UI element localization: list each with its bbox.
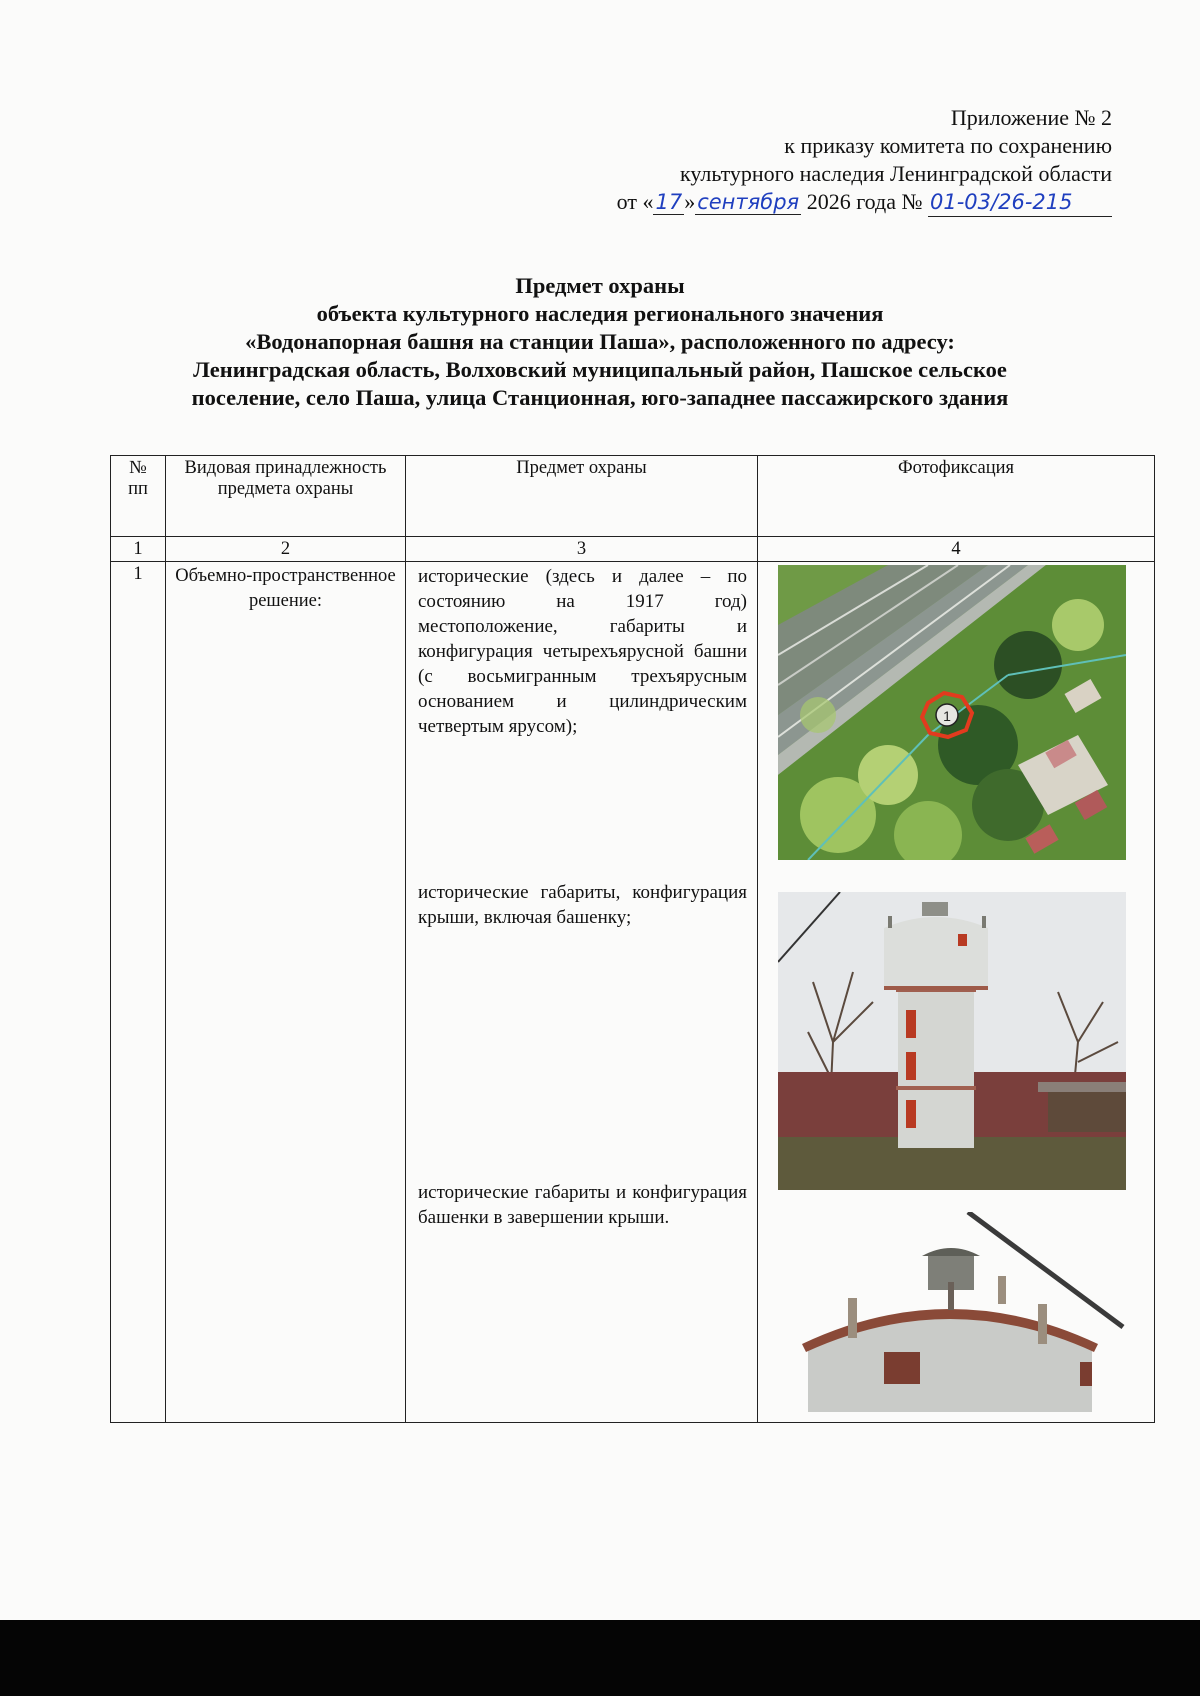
date-year: 2026 года № xyxy=(801,189,928,214)
tower-photo xyxy=(778,892,1126,1190)
tower-marker-label: 1 xyxy=(943,708,951,724)
turret-photo xyxy=(778,1212,1126,1412)
date-mid: » xyxy=(684,189,696,214)
column-number-row xyxy=(111,537,1155,562)
document-title xyxy=(40,272,1160,412)
appendix-label: Приложение № 2 xyxy=(950,105,1112,130)
row-type: Объемно-пространственное решение: xyxy=(166,562,406,1423)
column-number: 3 xyxy=(406,537,758,562)
table-header-row xyxy=(111,456,1155,537)
subject-item-roof: исторические габариты, конфигурация крыши, включая башенку; xyxy=(418,882,747,928)
row-photo-cell xyxy=(758,562,1155,1423)
order-reference-line: к приказу комитета по сохранению xyxy=(784,133,1112,158)
header-photo: Фотофиксация xyxy=(758,456,1155,537)
scan-bottom-border xyxy=(0,1620,1200,1696)
title-line-2: объекта культурного наследия регионального значения xyxy=(316,301,884,326)
title-line-3: «Водонапорная башня на станции Паша», расположенного по адресу: xyxy=(245,329,955,354)
column-number: 4 xyxy=(758,537,1155,562)
date-prefix: от « xyxy=(616,189,654,214)
aerial-photo xyxy=(778,565,1126,860)
header-type: Видовая принадлежность предмета охраны xyxy=(166,456,406,537)
protection-subject-table xyxy=(110,455,1155,1423)
committee-name-line: культурного наследия Ленинградской области xyxy=(680,161,1112,186)
handwritten-day: 17 xyxy=(655,190,683,214)
subject-item-location: исторические (здесь и далее – по состоянию на 1917 год) местоположение, габариты и конфигурация четырехъярусной башни (с восьмигранным трехъярусным основанием и цилиндрическим четвертым ярусом); xyxy=(418,566,747,737)
order-date-line xyxy=(617,188,1112,217)
handwritten-month: сентября xyxy=(697,190,800,214)
row-subject-cell xyxy=(406,562,758,1423)
header-subject: Предмет охраны xyxy=(406,456,758,537)
subject-item-turret: исторические габариты и конфигурация башенки в завершении крыши. xyxy=(418,1182,747,1228)
appendix-header xyxy=(617,104,1112,217)
column-number: 2 xyxy=(166,537,406,562)
handwritten-order-number: 01-03/26-215 xyxy=(928,188,1112,217)
title-line-1: Предмет охраны xyxy=(515,273,685,298)
row-number: 1 xyxy=(111,562,166,1423)
table-row xyxy=(111,562,1155,1423)
column-number: 1 xyxy=(111,537,166,562)
title-line-4: Ленинградская область, Волховский муниципальный район, Пашское сельское xyxy=(193,357,1007,382)
header-num: № пп xyxy=(111,456,166,537)
title-line-5: поселение, село Паша, улица Станционная, юго-западнее пассажирского здания xyxy=(191,385,1009,410)
